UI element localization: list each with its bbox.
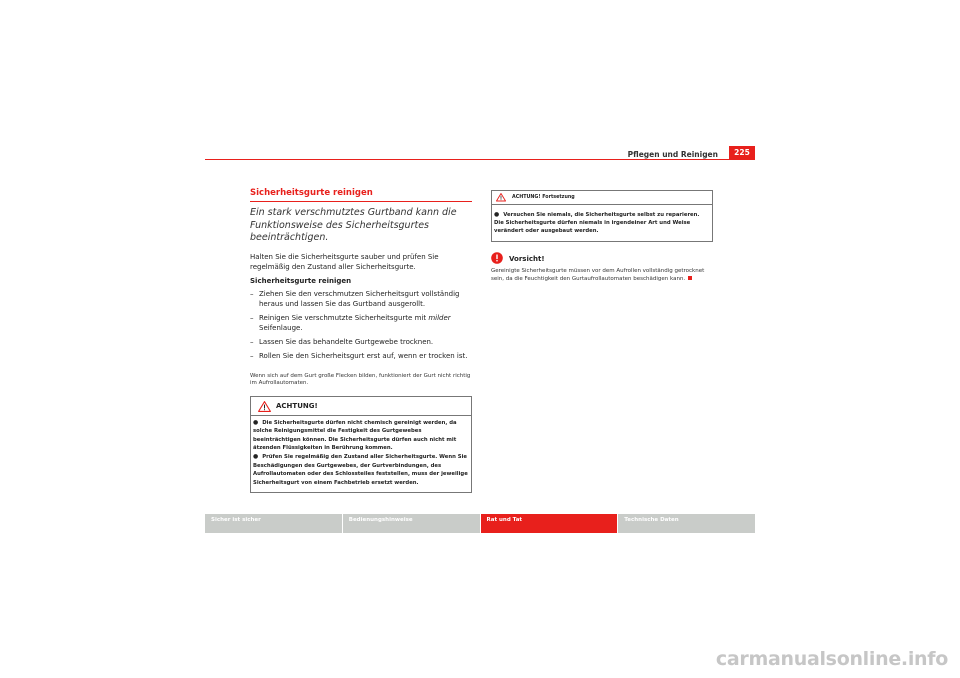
info-note: Wenn sich auf dem Gurt große Flecken bilden, funktioniert der Gurt nicht richtig im Aufrollautomaten. bbox=[250, 372, 471, 387]
step-dash: – bbox=[250, 289, 254, 298]
footer-tab-sicher-ist-sicher[interactable]: Sicher ist sicher bbox=[205, 514, 342, 533]
step-dash: – bbox=[250, 351, 254, 360]
procedure-step-4 bbox=[250, 351, 472, 361]
step-text: Lassen Sie das behandelte Gurtgewebe trocknen. bbox=[259, 337, 434, 346]
step-dash: – bbox=[250, 313, 254, 322]
warning-item-text: Die Sicherheitsgurte dürfen nicht chemisch gereinigt werden, da solche Reinigungsmittel die Festigkeit des Gurtgewebes beeinträchtigen können. Die Sicherheitsgurte dürfen auch nicht mit ätzenden Flüssigkeiten in Berührung kommen. bbox=[253, 419, 457, 451]
page-header-title: Pflegen und Reinigen bbox=[627, 150, 718, 159]
warning-continued-item bbox=[494, 211, 710, 236]
step-dash: – bbox=[250, 337, 254, 346]
warning-divider bbox=[251, 415, 471, 416]
watermark: carmanualsonline.info bbox=[715, 648, 948, 670]
section-intro: Ein stark verschmutztes Gurtband kann die Funktionsweise des Sicherheitsgurtes beeinträchtigen. bbox=[250, 207, 457, 243]
footer-tab-rat-und-tat[interactable]: Rat und Tat bbox=[481, 514, 618, 533]
body-paragraph: Halten Sie die Sicherheitsgurte sauber und prüfen Sie regelmäßig den Zustand aller Sicherheitsgurte. bbox=[250, 252, 439, 271]
warning-continued-box bbox=[491, 190, 713, 242]
right-column bbox=[491, 190, 713, 283]
caution-text-block bbox=[491, 267, 713, 283]
step-text: Reinigen Sie verschmutzte Sicherheitsgurte mit bbox=[259, 313, 427, 322]
footer-tab-technische-daten[interactable]: Technische Daten bbox=[618, 514, 755, 533]
warning-continued-label: ACHTUNG! Fortsetzung bbox=[512, 194, 575, 200]
warning-item-text: Versuchen Sie niemals, die Sicherheitsgurte selbst zu reparieren. Die Sicherheitsgurte dürfen niemals in irgendeiner Art und Weise verändert oder ausgebaut werden. bbox=[494, 211, 700, 235]
warning-item-2 bbox=[253, 453, 469, 487]
caution-text: Gereinigte Sicherheitsgurte müssen vor dem Aufrollen vollständig getrocknet sein, da die Feuchtigkeit den Gurtaufrollautomaten beschädigen kann. bbox=[491, 267, 705, 282]
section-title: Sicherheitsgurte reinigen bbox=[250, 188, 472, 202]
left-column bbox=[250, 188, 472, 493]
step-text-tail: Seifenlauge. bbox=[259, 323, 303, 332]
caution-block bbox=[491, 252, 713, 283]
header-rule bbox=[205, 159, 755, 160]
bullet-icon: ● bbox=[253, 453, 259, 461]
bullet-icon: ● bbox=[253, 418, 259, 426]
warning-triangle-icon bbox=[258, 401, 271, 412]
procedure-heading: Sicherheitsgurte reinigen bbox=[250, 276, 352, 285]
procedure-step-2 bbox=[250, 313, 472, 333]
warning-label: ACHTUNG! bbox=[276, 402, 318, 411]
section-end-marker bbox=[688, 276, 692, 280]
procedure-step-1 bbox=[250, 289, 472, 309]
warning-continued-header bbox=[492, 191, 712, 205]
warning-item-1 bbox=[253, 419, 469, 453]
bullet-icon: ● bbox=[494, 210, 500, 218]
caution-label: Vorsicht! bbox=[509, 255, 545, 264]
warning-item-text: Prüfen Sie regelmäßig den Zustand aller Sicherheitsgurte. Wenn Sie Beschädigungen des Gurtgewebes, der Gurtverbindungen, des Aufrollautomaten oder des Schlossteiles feststellen, muss der jeweilige Sicherheitsgurt von einem Fachbetrieb ersetzt werden. bbox=[253, 454, 468, 486]
step-emphasis: milder bbox=[428, 313, 451, 322]
caution-header bbox=[491, 252, 713, 264]
step-text: Ziehen Sie den verschmutzen Sicherheitsgurt vollständig heraus und lassen Sie das Gurtband ausgerollt. bbox=[259, 289, 460, 308]
warning-box bbox=[250, 396, 472, 493]
footer-nav bbox=[205, 514, 755, 533]
footer-tab-bedienungshinweise[interactable]: Bedienungshinweise bbox=[343, 514, 480, 533]
warning-triangle-icon bbox=[496, 193, 506, 202]
page-number: 225 bbox=[729, 146, 755, 160]
caution-exclamation-icon bbox=[491, 252, 503, 264]
procedure-step-3 bbox=[250, 337, 472, 347]
warning-header bbox=[253, 401, 469, 412]
step-text: Rollen Sie den Sicherheitsgurt erst auf, wenn er trocken ist. bbox=[259, 351, 468, 360]
